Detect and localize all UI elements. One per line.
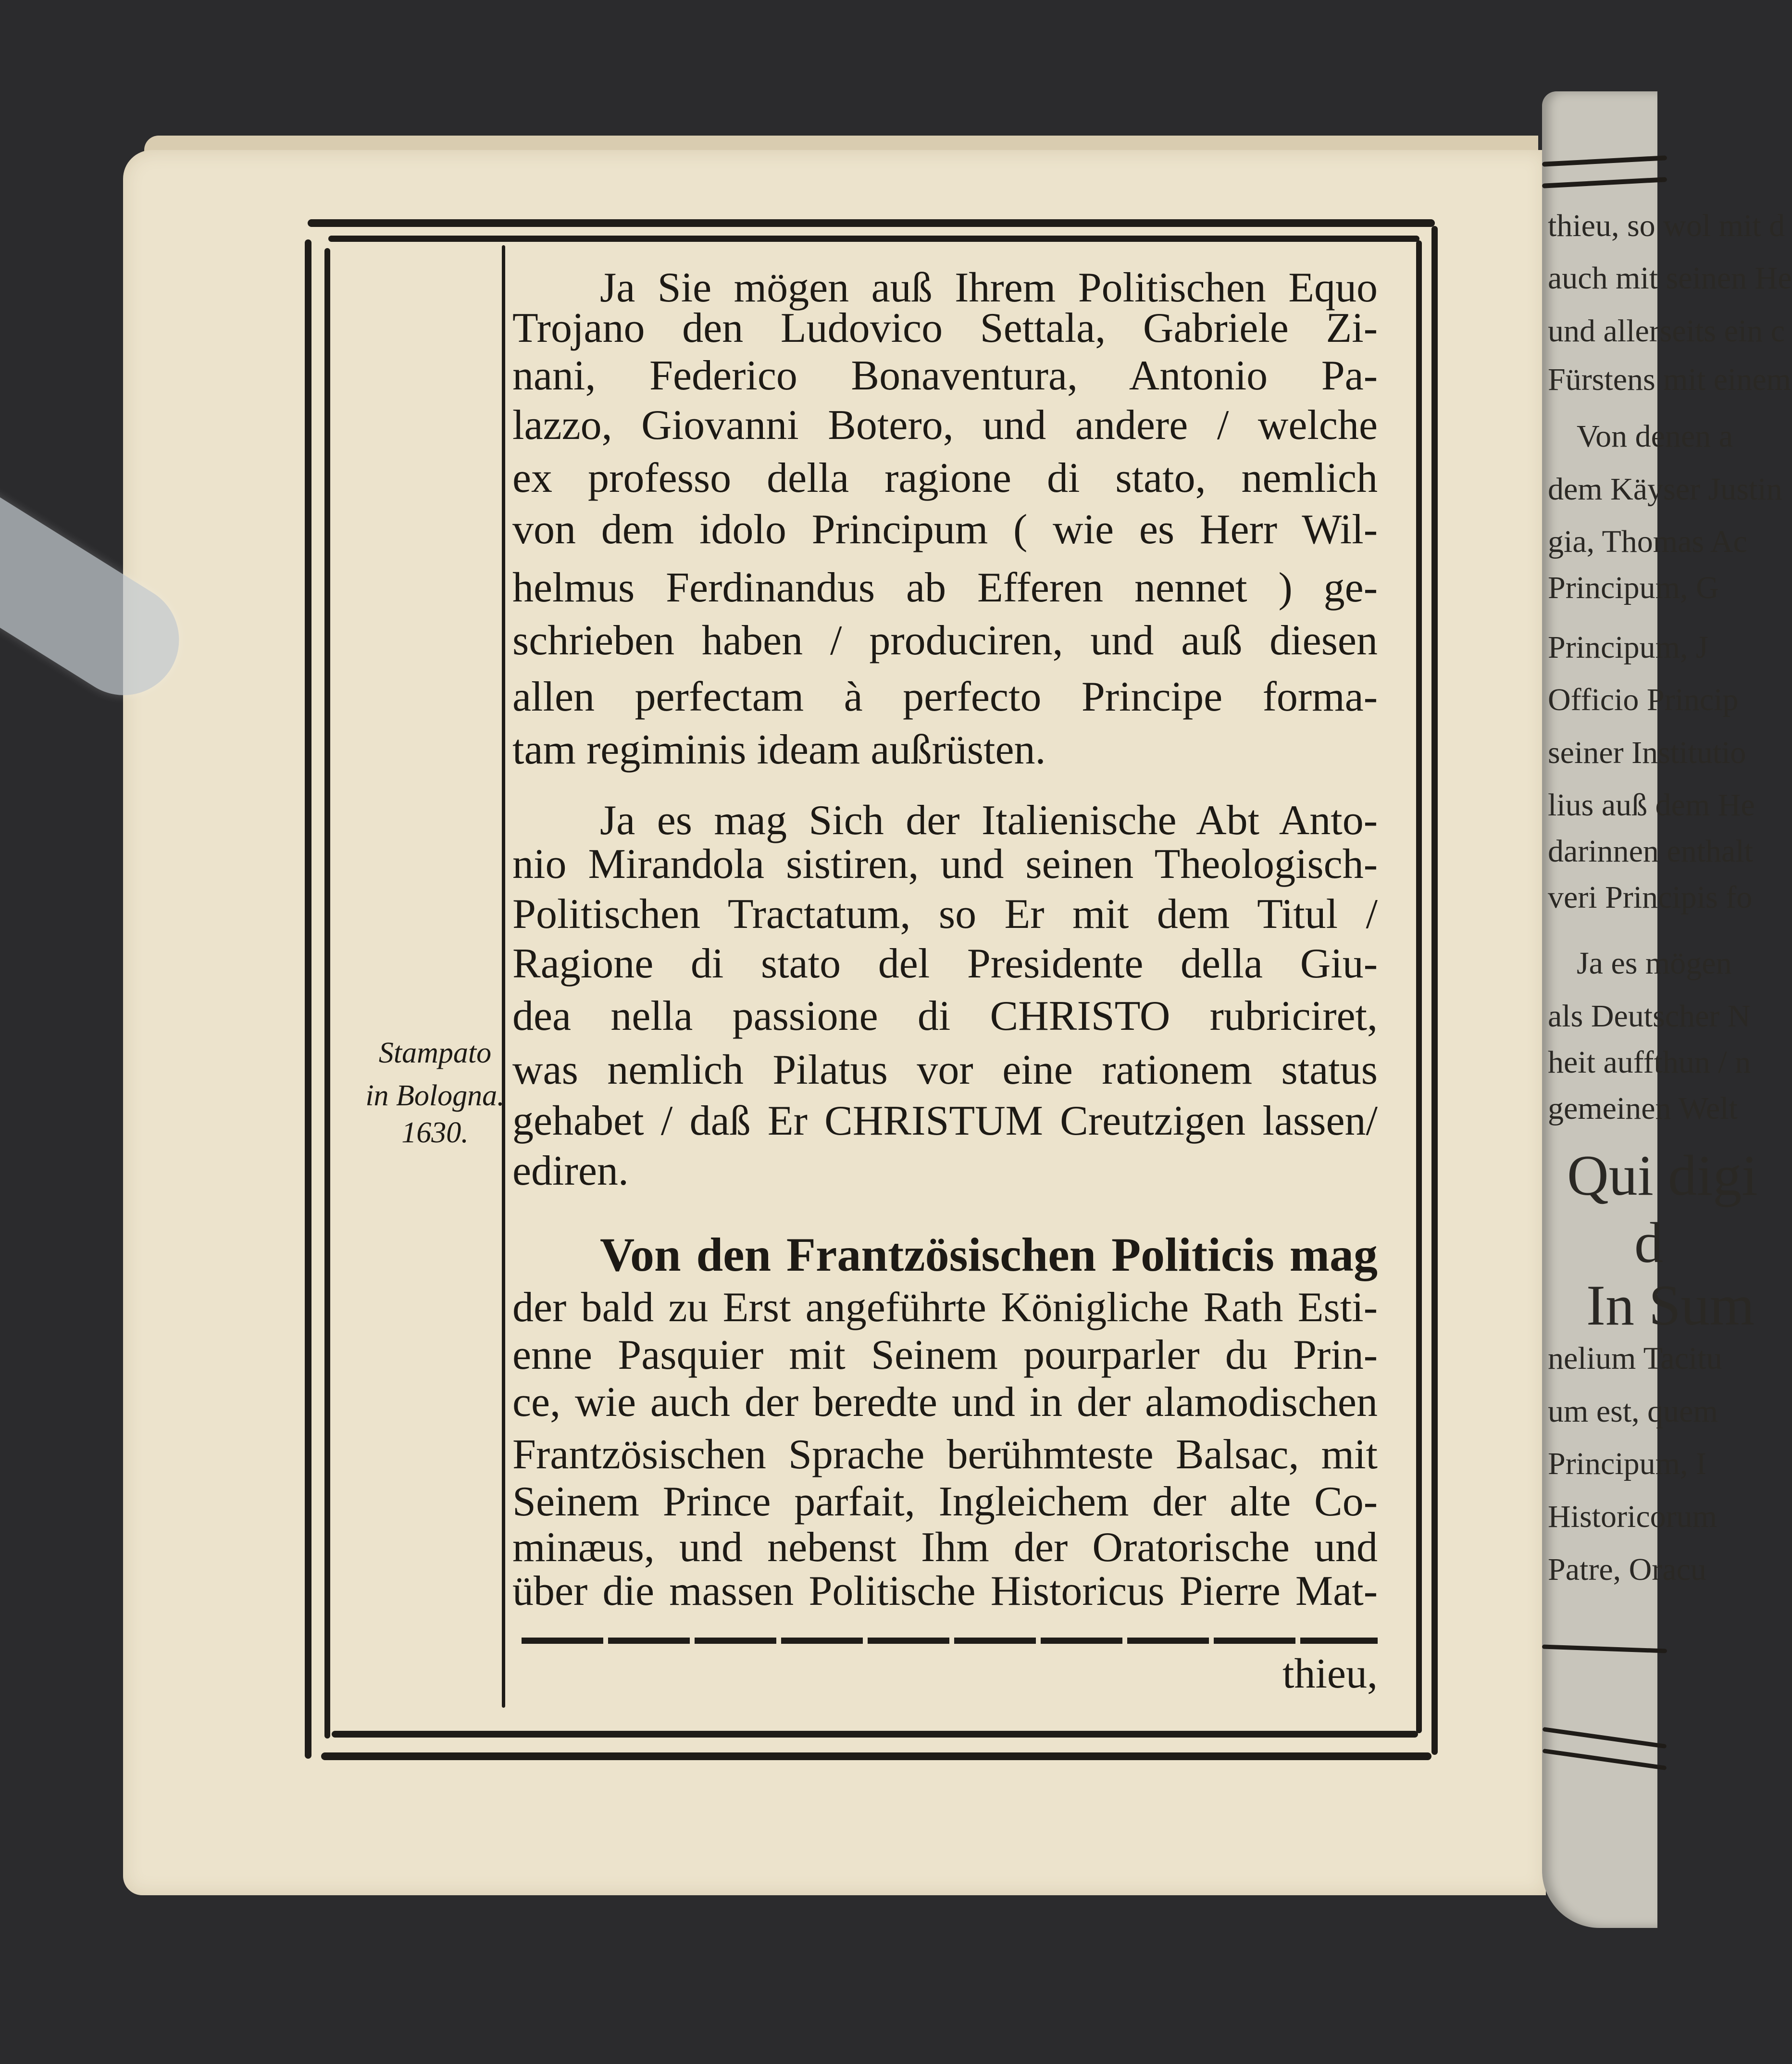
right-frame-top-inner	[1542, 177, 1667, 188]
text-line: Politischen Tractatum, so Er mit dem Titul /	[512, 891, 1378, 938]
frame-left-inner	[324, 248, 330, 1739]
right-page-text-line: gia, Thomas Ac	[1548, 524, 1747, 559]
text-line: allen perfectam à perfecto Principe forma-	[512, 674, 1378, 720]
right-page-text-line: als Deutscher N	[1548, 999, 1751, 1034]
right-page-text-line: Officio Princip	[1548, 682, 1739, 717]
right-page-text-line: lius auß dem He	[1548, 788, 1755, 823]
text-line: enne Pasquier mit Seinem pourparler du Prin-	[512, 1332, 1378, 1378]
frame-right-outer	[1431, 226, 1438, 1755]
right-page-text-line: d	[1634, 1211, 1663, 1275]
text-line: lazzo, Giovanni Botero, und andere / welche	[512, 402, 1378, 449]
text-line: helmus Ferdinandus ab Efferen nennet ) ge-	[512, 564, 1378, 611]
frame-top-outer	[308, 219, 1435, 227]
right-frame-bottom-inner	[1543, 1727, 1667, 1749]
section-heading-line: Von den Frantzösischen Politicis mag	[600, 1228, 1378, 1281]
right-page-text-line: auch mit seinen He	[1548, 261, 1792, 296]
right-frame-bottom-outer	[1543, 1749, 1667, 1770]
right-page-text-line: darinnen enthalt	[1548, 834, 1754, 869]
catchword: thieu,	[1282, 1651, 1378, 1697]
right-page-text-line: gemeinen Welt	[1548, 1091, 1738, 1126]
text-line: Ragione di stato del Presidente della Giu-	[512, 940, 1378, 987]
right-page-text-line: Historicorum	[1548, 1499, 1717, 1534]
right-page-text-line: Qui digi	[1567, 1143, 1758, 1207]
frame-bottom-inner	[332, 1731, 1418, 1738]
text-line: Trojano den Ludovico Settala, Gabriele Zi-	[512, 305, 1378, 351]
right-frame-top-outer	[1542, 155, 1667, 167]
right-page-text-line: Ja es mögen	[1577, 946, 1732, 981]
right-page-text-line: um est, quem	[1548, 1394, 1718, 1429]
right-page-text-line: Principum, J	[1548, 630, 1708, 665]
text-line: gehabet / daß Er CHRISTUM Creutzigen lassen/	[512, 1098, 1378, 1144]
text-line: Ja es mag Sich der Italienische Abt Anto-	[600, 797, 1378, 844]
margin-divider	[502, 245, 505, 1708]
text-line: Seinem Prince parfait, Ingleichem der alte Co-	[512, 1478, 1378, 1525]
margin-note-line: Stampato	[378, 1037, 492, 1069]
right-page-text-line: dem Käyser Justin	[1548, 472, 1782, 507]
right-page-text-line: heit auffthun / n	[1548, 1045, 1751, 1080]
frame-right-inner	[1416, 240, 1422, 1733]
right-page-text-line: seiner Institutio	[1548, 735, 1746, 770]
right-page-text-line: und allerseits ein c	[1548, 313, 1785, 349]
right-page-text-line: Principum, I	[1548, 1446, 1706, 1481]
margin-note-line: in Bologna.	[365, 1079, 505, 1112]
text-line: der bald zu Erst angeführte Königliche Rath Esti-	[512, 1284, 1378, 1331]
frame-top-inner	[328, 236, 1419, 242]
text-line: nani, Federico Bonaventura, Antonio Pa-	[512, 352, 1378, 399]
right-footer-rule	[1542, 1644, 1667, 1653]
text-line: von dem idolo Principum ( wie es Herr Wil-	[512, 506, 1378, 553]
right-page-text-line: veri Principis fo	[1548, 880, 1753, 915]
text-line: Ja Sie mögen auß Ihrem Politischen Equo	[600, 264, 1378, 311]
text-line: dea nella passione di CHRISTO rubriciret,	[512, 993, 1378, 1039]
text-line: Frantzösischen Sprache berühmteste Balsac, mit	[512, 1431, 1378, 1478]
text-line: minæus, und nebenst Ihm der Oratorische und	[512, 1524, 1378, 1571]
text-line: ce, wie auch der beredte und in der alamodischen	[512, 1379, 1378, 1426]
right-page-text-line: Principum, G	[1548, 570, 1719, 605]
text-line: was nemlich Pilatus vor eine rationem status	[512, 1047, 1378, 1093]
text-line: tam regiminis ideam außrüsten.	[512, 726, 1046, 773]
text-line: über die massen Politische Historicus Pierre Mat-	[512, 1568, 1378, 1614]
right-page	[1542, 91, 1792, 1928]
margin-note-line: 1630.	[401, 1116, 469, 1149]
text-line: ex professo della ragione di stato, nemlich	[512, 455, 1378, 501]
right-page-text-line: Patre, Oracu	[1548, 1552, 1706, 1587]
right-page-text-line: thieu, so wol mit d	[1548, 208, 1785, 243]
right-page-text-line: nelium Tacitu	[1548, 1341, 1722, 1376]
frame-left-outer	[305, 239, 311, 1759]
text-line: schrieben haben / produciren, und auß diesen	[512, 617, 1378, 664]
text-line: ediren.	[512, 1148, 629, 1194]
right-page-text-line: Von denen a	[1577, 419, 1733, 454]
text-line: nio Mirandola sistiren, und seinen Theologisch-	[512, 841, 1378, 888]
footer-rule	[522, 1638, 1378, 1644]
right-page-text-line: Fürstens mit einem	[1548, 362, 1791, 397]
right-page-text-line: In Sum	[1586, 1273, 1755, 1337]
frame-bottom-outer	[321, 1752, 1431, 1760]
